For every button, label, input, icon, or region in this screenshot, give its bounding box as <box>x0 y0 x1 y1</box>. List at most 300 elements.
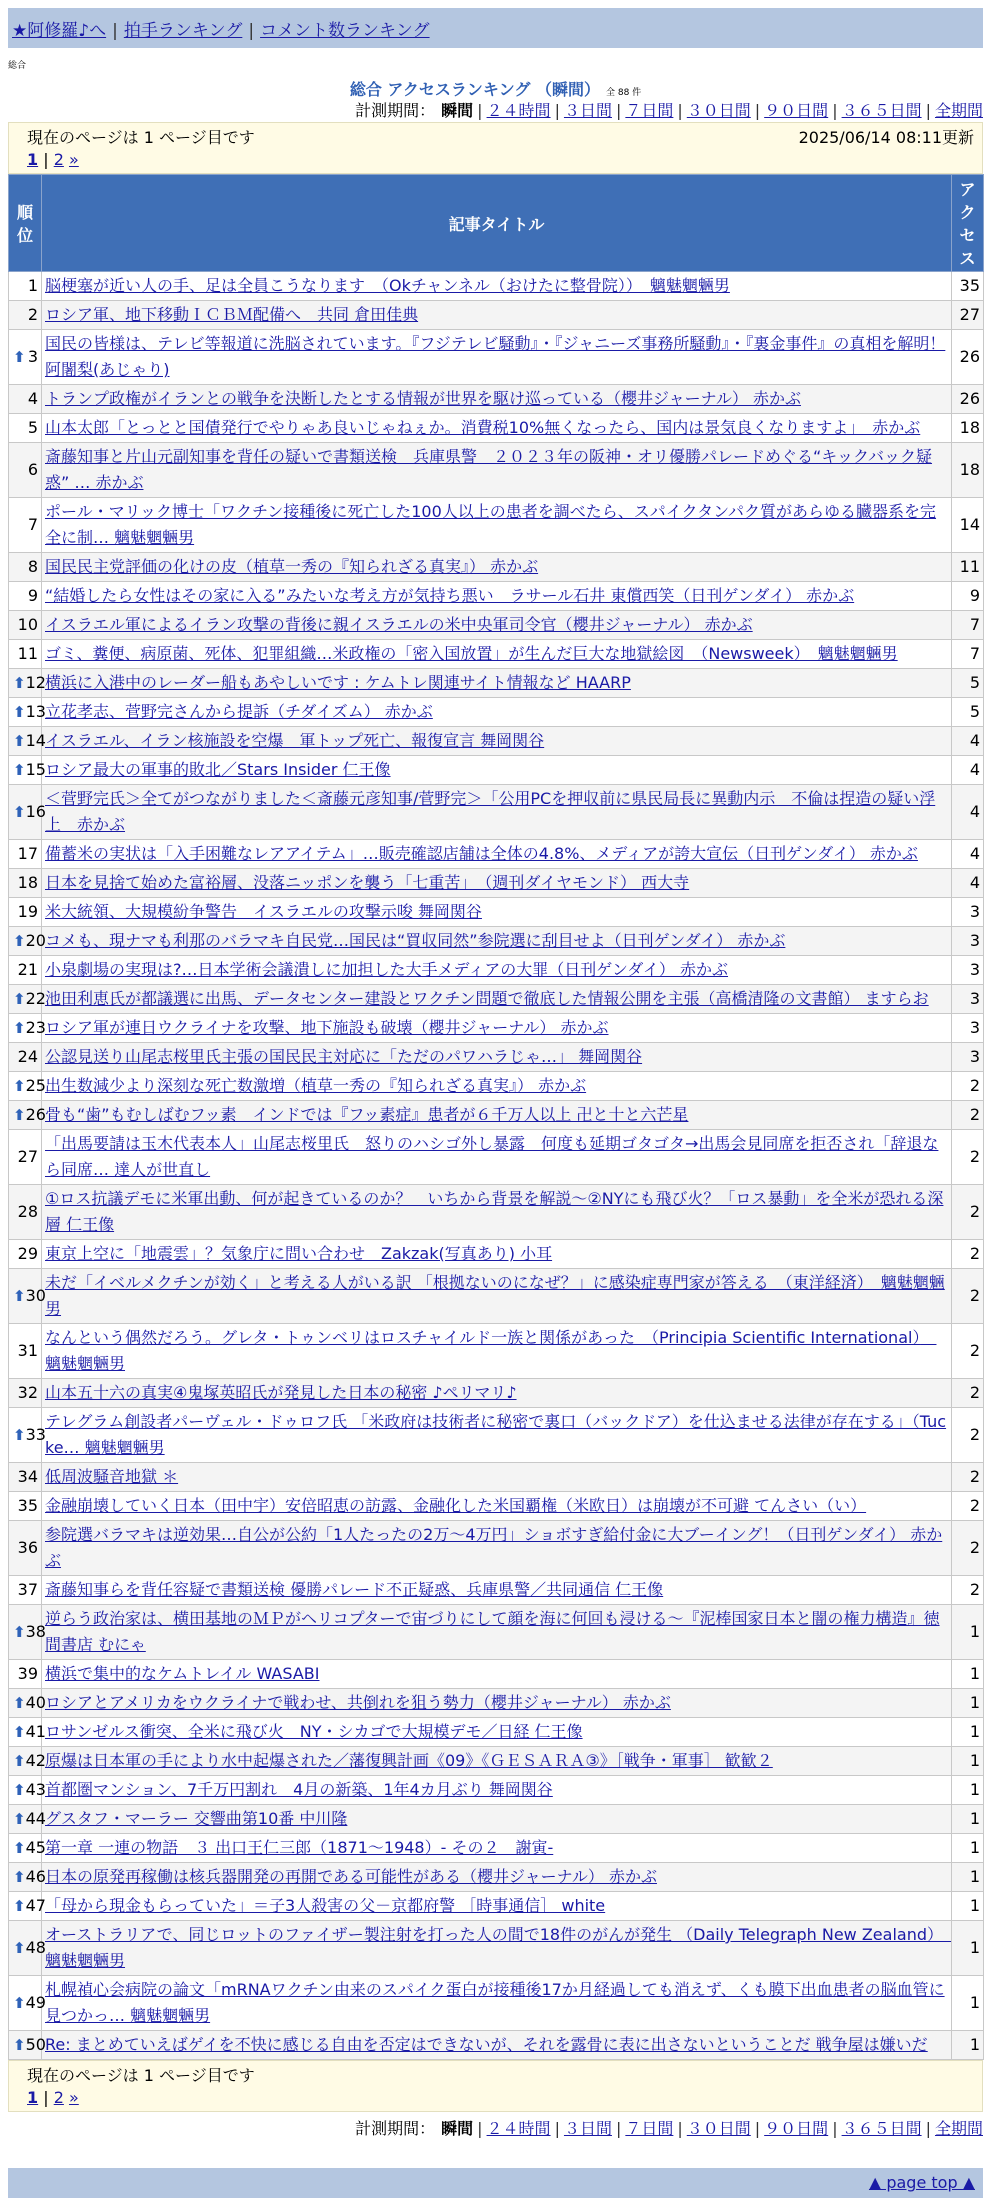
table-row <box>9 756 984 785</box>
rank-number: 20 <box>25 931 46 950</box>
period-separator: | <box>754 101 761 120</box>
table-row <box>9 1043 984 1072</box>
rank-cell <box>9 553 42 582</box>
period-separator: | <box>477 101 483 120</box>
title-cell <box>42 1863 952 1892</box>
rank-cell <box>9 756 46 785</box>
rank-number: 10 <box>17 615 38 634</box>
rank-cell <box>9 985 46 1014</box>
rank-up-arrow-icon: ⬆ <box>13 1077 26 1095</box>
access-count: 1 <box>952 1976 984 2031</box>
table-row <box>9 1892 984 1921</box>
table-row <box>9 898 984 927</box>
rank-cell <box>9 1863 46 1892</box>
article-link[interactable]: イスラエル軍によるイラン攻撃の背後に親イスラエルの米中央軍司令官（櫻井ジャーナル） 赤かぶ <box>45 615 753 634</box>
article-link[interactable]: ロシアとアメリカをウクライナで戦わせ、共倒れを狙う勢力（櫻井ジャーナル） 赤かぶ <box>45 1693 671 1712</box>
article-link[interactable]: 立花孝志、菅野完さんから提訴（チダイズム） 赤かぶ <box>45 702 433 721</box>
article-link[interactable]: 備蓄米の実状は「入手困難なレアアイテム」…販売確認店舗は全体の4.8%、メディアが誇大宣伝（日刊ゲンダイ） 赤かぶ <box>45 844 918 863</box>
title-cell <box>42 1130 952 1185</box>
rank-number: 35 <box>17 1496 38 1515</box>
article-link[interactable]: なんという偶然だろう。グレタ・トゥンベリはロスチャイルド一族と関係があった （Principia Scientific International） 魑魅魍魎男 <box>45 1328 937 1373</box>
article-link[interactable]: Re: まとめていえばゲイを不快に感じる自由を否定はできないが、それを露骨に表に出さないということだ 戦争屋は嫌いだ <box>45 2035 928 2054</box>
column-header-title: 記事タイトル <box>42 175 952 272</box>
title-cell <box>42 611 952 640</box>
article-link[interactable]: 首都圏マンション、7千万円割れ 4月の新築、1年4カ月ぶり 舞岡関谷 <box>45 1780 553 1799</box>
column-header-rank: 順位 <box>9 175 42 272</box>
title-cell <box>42 582 952 611</box>
rank-number: 21 <box>17 960 38 979</box>
access-count: 4 <box>952 785 984 840</box>
rank-cell <box>9 301 42 330</box>
article-link[interactable]: “結婚したら女性はその家に入る”みたいな考え方が気持ち悪い ラサール石井 東償西笑（日刊ゲンダイ） 赤かぶ <box>45 586 855 605</box>
page-link-2[interactable]: 2 <box>53 2088 64 2107</box>
access-count: 3 <box>952 927 984 956</box>
access-count: 1 <box>952 1747 984 1776</box>
period-separator: | <box>615 101 622 120</box>
title-cell <box>42 1660 952 1689</box>
rank-number: 3 <box>27 347 38 366</box>
title-cell <box>42 1492 952 1521</box>
article-link[interactable]: 横浜に入港中のレーダー船もあやしいです : ケムトレ関連サイト情報など HAARP <box>45 673 631 692</box>
access-count: 1 <box>952 1689 984 1718</box>
page-title-row <box>0 77 991 100</box>
table-row <box>9 1408 984 1463</box>
title-cell <box>42 669 952 698</box>
rank-up-arrow-icon: ⬆ <box>13 732 26 750</box>
rank-number: 46 <box>25 1867 46 1886</box>
period-link[interactable]: ３日間 <box>563 101 612 120</box>
article-link[interactable]: ①ロス抗議デモに米軍出動、何が起きているのか？ いちから背景を解説～②NYにも飛び火？「ロス暴動」を全米が恐れる深層 仁王像 <box>45 1189 944 1234</box>
title-cell <box>42 1324 952 1379</box>
access-count: 7 <box>952 611 984 640</box>
rank-cell <box>9 1043 42 1072</box>
access-count: 1 <box>952 1834 984 1863</box>
table-row <box>9 1863 984 1892</box>
period-current: 瞬間 <box>441 2119 474 2138</box>
period-link[interactable]: ２４時間 <box>486 101 551 120</box>
access-count: 2 <box>952 1492 984 1521</box>
title-cell <box>42 301 952 330</box>
rank-number: 40 <box>25 1693 46 1712</box>
period-separator: | <box>677 101 683 120</box>
access-count: 1 <box>952 1892 984 1921</box>
page-link-1[interactable]: 1 <box>27 150 39 169</box>
rank-number: 43 <box>25 1780 46 1799</box>
rank-number: 32 <box>17 1383 38 1402</box>
access-count: 1 <box>952 1805 984 1834</box>
article-link[interactable]: 国民の皆様は、テレビ等報道に洗脳されています。『フジテレビ騒動』・『ジャニーズ事務所騒動』・『裏金事件』の真相を解明！ 阿闍梨(あじゃり) <box>45 334 946 379</box>
clap-ranking-link[interactable]: 拍手ランキング <box>123 21 243 41</box>
table-row <box>9 1014 984 1043</box>
rank-number: 48 <box>25 1938 46 1957</box>
table-row <box>9 1521 984 1576</box>
access-count: 2 <box>952 1269 984 1324</box>
rank-cell <box>9 1324 42 1379</box>
rank-cell <box>9 1660 42 1689</box>
title-cell <box>42 1776 952 1805</box>
rank-up-arrow-icon: ⬆ <box>13 1752 26 1770</box>
table-row <box>9 1101 984 1130</box>
rank-cell <box>9 1921 46 1976</box>
rank-cell <box>9 272 42 301</box>
rank-cell <box>9 927 46 956</box>
article-link[interactable]: 札幌禎心会病院の論文「mRNAワクチン由来のスパイク蛋白が接種後17か月経過しても消えず、くも膜下出血患者の脳血管に見つかっ… 魑魅魍魎男 <box>45 1980 945 2025</box>
rank-number: 25 <box>25 1076 46 1095</box>
rank-cell <box>9 898 42 927</box>
table-row <box>9 956 984 985</box>
access-count: 4 <box>952 727 984 756</box>
table-row <box>9 498 984 553</box>
next-page-link[interactable]: » <box>68 2088 79 2107</box>
rank-cell <box>9 1689 46 1718</box>
rank-up-arrow-icon: ⬆ <box>13 1810 26 1828</box>
article-link[interactable]: 山本五十六の真実④鬼塚英昭氏が発見した日本の秘密 ♪ペリマリ♪ <box>45 1383 517 1402</box>
title-cell <box>42 956 952 985</box>
table-row <box>9 1269 984 1324</box>
article-link[interactable]: 東京上空に「地震雲」？気象庁に問い合わせ Zakzak(写真あり) 小耳 <box>45 1244 553 1263</box>
article-link[interactable]: 横浜で集中的なケムトレイル WASABI <box>45 1664 320 1683</box>
rank-number: 37 <box>17 1580 38 1599</box>
title-cell <box>42 1463 952 1492</box>
title-cell <box>42 1747 952 1776</box>
rank-cell <box>9 1185 42 1240</box>
article-link[interactable]: オーストラリアで、同じロットのファイザー製注射を打った人の間で18件のがんが発生 （Daily Telegraph New Zealand） 魑魅魍魎男 <box>45 1925 952 1970</box>
access-count: 2 <box>952 1521 984 1576</box>
table-row <box>9 1240 984 1269</box>
top-nav-bar <box>8 8 983 48</box>
access-count: 2 <box>952 1379 984 1408</box>
period-link[interactable]: ３６５日間 <box>841 2119 922 2138</box>
rank-cell <box>9 414 42 443</box>
article-link[interactable]: 斎藤知事らを背任容疑で書類送検 優勝パレード不正疑惑、兵庫県警／共同通信 仁王像 <box>45 1580 664 1599</box>
rank-cell <box>9 1521 42 1576</box>
period-separator: | <box>554 2119 560 2138</box>
category-label: 総合 <box>8 61 27 71</box>
period-link[interactable]: 全期間 <box>934 101 983 120</box>
rank-up-arrow-icon: ⬆ <box>13 1939 26 1957</box>
period-separator: | <box>832 2119 838 2138</box>
table-row <box>9 985 984 1014</box>
table-row <box>9 1976 984 2031</box>
period-separator: | <box>554 101 560 120</box>
title-cell <box>42 1718 952 1747</box>
rank-up-arrow-icon: ⬆ <box>13 1287 26 1305</box>
article-link[interactable]: 米大統領、大規模紛争警告 イスラエルの攻撃示唆 舞岡関谷 <box>45 902 482 921</box>
rank-number: 31 <box>17 1341 38 1360</box>
title-cell <box>42 330 952 385</box>
rank-number: 15 <box>25 760 46 779</box>
page-top-link[interactable]: ▲ page top ▲ <box>868 2173 975 2192</box>
rank-up-arrow-icon: ⬆ <box>13 1868 26 1886</box>
article-link[interactable]: 第一章 一連の物語 ３ 出口王仁三郎（1871～1948）- その２ 謝寅- <box>45 1838 554 1857</box>
access-count: 14 <box>952 498 984 553</box>
access-count: 2 <box>952 1101 984 1130</box>
period-separator: | <box>615 2119 622 2138</box>
article-link[interactable]: ロサンゼルス衝突、全米に飛び火 NY・シカゴで大規模デモ／日経 仁王像 <box>45 1722 583 1741</box>
access-count: 1 <box>952 1863 984 1892</box>
title-cell <box>42 1043 952 1072</box>
next-page-link[interactable]: » <box>68 150 79 169</box>
title-cell <box>42 1014 952 1043</box>
rank-cell <box>9 1101 46 1130</box>
rank-number: 27 <box>17 1147 38 1166</box>
access-count: 2 <box>952 1324 984 1379</box>
rank-cell <box>9 640 42 669</box>
article-link[interactable]: コメも、現ナマも利那のバラマキ自民党…国民は“買収同然”参院選に刮目せよ（日刊ゲンダイ） 赤かぶ <box>45 931 786 950</box>
rank-number: 39 <box>17 1664 38 1683</box>
rank-cell <box>9 1072 46 1101</box>
article-link[interactable]: 低周波騒音地獄 ＊ <box>45 1467 179 1486</box>
title-cell <box>42 698 952 727</box>
access-count: 4 <box>952 756 984 785</box>
article-link[interactable]: 斎藤知事と片山元副知事を背任の疑いで書類送検 兵庫県警 ２０２３年の阪神・オリ優勝パレードめぐる“キックバック疑惑” … 赤かぶ <box>45 447 933 492</box>
rank-cell <box>9 727 46 756</box>
article-link[interactable]: 骨も“歯”もむしばむフッ素 インドでは『フッ素症』患者が６千万人以上 卍と十と六芒星 <box>45 1105 689 1124</box>
table-row <box>9 1834 984 1863</box>
table-row <box>9 301 984 330</box>
title-cell <box>42 1921 952 1976</box>
period-link[interactable]: ７日間 <box>625 101 674 120</box>
period-link[interactable]: ３０日間 <box>686 2119 751 2138</box>
access-count: 3 <box>952 956 984 985</box>
article-link[interactable]: 逆らう政治家は、横田基地のＭＰがヘリコプターで宙づりにして顔を海に何回も浸ける～『泥棒国家日本と闇の権力構造』徳間書店 むにゃ <box>45 1609 940 1654</box>
table-row <box>9 1324 984 1379</box>
rank-number: 12 <box>25 673 46 692</box>
title-cell <box>42 1521 952 1576</box>
access-count: 3 <box>952 898 984 927</box>
rank-number: 9 <box>27 586 38 605</box>
title-cell <box>42 1072 952 1101</box>
article-link[interactable]: ＜菅野完氏＞全てがつながりました＜斎藤元彦知事/菅野完＞「公用PCを押収前に県民局長に異動内示 不倫は捏造の疑い浮上 赤かぶ <box>45 789 936 834</box>
rank-up-arrow-icon: ⬆ <box>13 803 26 821</box>
article-link[interactable]: ゴミ、糞便、病原菌、死体、犯罪組織…米政権の「密入国放置」が生んだ巨大な地獄絵図 （Newsweek） 魑魅魍魎男 <box>45 644 898 663</box>
rank-number: 19 <box>17 902 38 921</box>
access-count: 35 <box>952 272 984 301</box>
table-row <box>9 1605 984 1660</box>
title-cell <box>42 272 952 301</box>
title-cell <box>42 1689 952 1718</box>
title-cell <box>42 1576 952 1605</box>
rank-number: 41 <box>25 1722 46 1741</box>
period-link[interactable]: ９０日間 <box>764 2119 829 2138</box>
rank-up-arrow-icon: ⬆ <box>13 703 26 721</box>
rank-number: 6 <box>27 460 38 479</box>
title-cell <box>42 1834 952 1863</box>
article-link[interactable]: 「出馬要請は玉木代表本人」山尾志桜里氏 怒りのハシゴ外し暴露 何度も延期ゴタゴタ→出馬会見同席を拒否され「辞退なら同席… 達人が世直し <box>45 1134 939 1179</box>
period-link[interactable]: ３０日間 <box>686 101 751 120</box>
access-count: 1 <box>952 1718 984 1747</box>
access-count: 5 <box>952 669 984 698</box>
rank-cell <box>9 1379 42 1408</box>
rank-number: 23 <box>25 1018 46 1037</box>
title-cell <box>42 840 952 869</box>
article-link[interactable]: 国民民主党評価の化けの皮（植草一秀の『知られざる真実』） 赤かぶ <box>45 557 539 576</box>
title-cell <box>42 1976 952 2031</box>
article-link[interactable]: ロシア軍、地下移動ＩＣＢＭ配備へ 共同 倉田佳典 <box>45 305 419 324</box>
rank-cell <box>9 698 46 727</box>
table-row <box>9 1492 984 1521</box>
rank-number: 14 <box>25 731 46 750</box>
article-link[interactable]: 池田利恵氏が都議選に出馬、データセンター建設とワクチン問題で徹底した情報公開を主張（高橋清隆の文書館） ますらお <box>45 989 929 1008</box>
period-separator: | <box>832 101 838 120</box>
table-row <box>9 443 984 498</box>
table-row <box>9 927 984 956</box>
title-cell <box>42 553 952 582</box>
rank-up-arrow-icon: ⬆ <box>13 1781 26 1799</box>
rank-cell <box>9 1408 46 1463</box>
rank-number: 44 <box>25 1809 46 1828</box>
rank-cell <box>9 1834 46 1863</box>
article-link[interactable]: 脳梗塞が近い人の手、足は全員こうなります （Okチャンネル（おけたに整骨院）） 魑魅魍魎男 <box>45 276 730 295</box>
rank-cell <box>9 956 42 985</box>
updated-time: 2025/06/14 08:11更新 <box>798 128 974 147</box>
article-link[interactable]: 金融崩壊していく日本（田中宇）安倍昭恵の訪露、金融化した米国覇権（米欧日）は崩壊が不可避 てんさい（い） <box>45 1496 867 1515</box>
article-link[interactable]: ロシア最大の軍事的敗北／Stars Insider 仁王像 <box>45 760 391 779</box>
rank-up-arrow-icon: ⬆ <box>13 990 26 1008</box>
table-row <box>9 1689 984 1718</box>
title-cell <box>42 2031 952 2060</box>
rank-number: 4 <box>27 389 38 408</box>
rank-number: 2 <box>27 305 38 324</box>
title-cell <box>42 1805 952 1834</box>
article-link[interactable]: 日本の原発再稼働は核兵器開発の再開である可能性がある（櫻井ジャーナル） 赤かぶ <box>45 1867 657 1886</box>
page-link-1[interactable]: 1 <box>27 2088 39 2107</box>
table-row <box>9 1747 984 1776</box>
title-cell <box>42 1892 952 1921</box>
period-separator: | <box>925 2119 931 2138</box>
rank-cell <box>9 1576 42 1605</box>
period-link[interactable]: 全期間 <box>934 2119 983 2138</box>
period-link[interactable]: ９０日間 <box>764 101 829 120</box>
rank-number: 7 <box>27 515 38 534</box>
article-link[interactable]: イスラエル、イラン核施設を空爆 軍トップ死亡、報復宣言 舞岡関谷 <box>45 731 545 750</box>
period-selector-bottom <box>0 2118 983 2140</box>
table-row <box>9 1921 984 1976</box>
access-count: 3 <box>952 1043 984 1072</box>
nav-separator: | <box>248 21 255 41</box>
title-cell <box>42 1408 952 1463</box>
article-link[interactable]: 山本太郎「とっとと国債発行でやりゃあ良いじゃねぇか。消費税10%無くなったら、国内は景気良くなりますよ」 赤かぶ <box>45 418 921 437</box>
rank-cell <box>9 869 42 898</box>
table-row <box>9 698 984 727</box>
table-row <box>9 1072 984 1101</box>
table-row <box>9 385 984 414</box>
rank-cell <box>9 498 42 553</box>
title-cell <box>42 1379 952 1408</box>
rank-cell <box>9 1130 42 1185</box>
rank-up-arrow-icon: ⬆ <box>13 1426 26 1444</box>
table-row <box>9 1463 984 1492</box>
title-cell <box>42 414 952 443</box>
table-row <box>9 1718 984 1747</box>
period-link[interactable]: ７日間 <box>625 2119 674 2138</box>
article-link[interactable]: ポール・マリック博士「ワクチン接種後に死亡した100人以上の患者を調べたら、スパイクタンパク質があらゆる臓器系を完全に制… 魑魅魍魎男 <box>45 502 937 547</box>
table-row <box>9 272 984 301</box>
period-link[interactable]: ３日間 <box>563 2119 612 2138</box>
page-title: 総合 アクセスランキング （瞬間） <box>349 80 600 99</box>
article-link[interactable]: 参院選バラマキは逆効果…自公が公約「1人たったの2万～4万円」ショボすぎ給付金に大ブーイング！（日刊ゲンダイ） 赤かぶ <box>45 1525 943 1570</box>
period-link[interactable]: ２４時間 <box>486 2119 551 2138</box>
access-count: 2 <box>952 1240 984 1269</box>
access-count: 5 <box>952 698 984 727</box>
table-row <box>9 611 984 640</box>
rank-cell <box>9 1892 46 1921</box>
access-count: 9 <box>952 582 984 611</box>
rank-cell <box>9 840 42 869</box>
title-cell <box>42 1101 952 1130</box>
table-row <box>9 2031 984 2060</box>
rank-up-arrow-icon: ⬆ <box>13 1019 26 1037</box>
period-link[interactable]: ３６５日間 <box>841 101 922 120</box>
rank-cell <box>9 2031 46 2060</box>
title-cell <box>42 869 952 898</box>
table-row <box>9 640 984 669</box>
article-link[interactable]: トランプ政権がイランとの戦争を決断したとする情報が世界を駆け巡っている（櫻井ジャーナル） 赤かぶ <box>45 389 801 408</box>
article-link[interactable]: 日本を見捨て始めた富裕層、没落ニッポンを襲う「七重苦」 （週刊ダイヤモンド） 西大寺 <box>45 873 690 892</box>
article-link[interactable]: 出生数減少より深刻な死亡数激増（植草一秀の『知られざる真実』） 赤かぶ <box>45 1076 587 1095</box>
rank-number: 8 <box>27 557 38 576</box>
rank-number: 16 <box>25 802 46 821</box>
rank-number: 34 <box>17 1467 38 1486</box>
rank-up-arrow-icon: ⬆ <box>13 1897 26 1915</box>
article-link[interactable]: 公認見送り山尾志桜里氏主張の国民民主対応に「ただのパワハラじゃ…」 舞岡関谷 <box>45 1047 643 1066</box>
access-count: 18 <box>952 414 984 443</box>
title-cell <box>42 756 952 785</box>
rank-up-arrow-icon: ⬆ <box>13 761 26 779</box>
table-row <box>9 330 984 385</box>
ranking-table <box>8 174 984 2060</box>
rank-cell <box>9 1718 46 1747</box>
rank-number: 33 <box>25 1425 46 1444</box>
table-row <box>9 727 984 756</box>
period-label: 計測期間： <box>355 101 436 120</box>
access-count: 11 <box>952 553 984 582</box>
article-link[interactable]: 小泉劇場の実現は?…日本学術会議潰しに加担した大手メディアの大罪（日刊ゲンダイ） 赤かぶ <box>45 960 729 979</box>
rank-up-arrow-icon: ⬆ <box>13 674 26 692</box>
page-link-2[interactable]: 2 <box>53 150 64 169</box>
rank-number: 22 <box>25 989 46 1008</box>
pager-bottom: 1 | 2 » <box>27 2088 79 2107</box>
title-cell <box>42 1185 952 1240</box>
article-link[interactable]: テレグラム創設者パーヴェル・ドゥロフ氏 「米政府は技術者に秘密で裏口（バックドア）を仕込ませる法律が存在する」（Tucke… 魑魅魍魎男 <box>45 1412 947 1457</box>
article-link[interactable]: 未だ「イベルメクチンが効く」と考える人がいる訳 「根拠ないのになぜ？」に感染症専門家が答える （東洋経済） 魑魅魍魎男 <box>45 1273 945 1318</box>
rank-cell <box>9 611 42 640</box>
table-row <box>9 869 984 898</box>
article-link[interactable]: グスタフ・マーラー 交響曲第10番 中川隆 <box>45 1809 348 1828</box>
rank-number: 24 <box>17 1047 38 1066</box>
access-count: 1 <box>952 1660 984 1689</box>
rank-up-arrow-icon: ⬆ <box>13 1623 26 1641</box>
rank-cell <box>9 1463 42 1492</box>
rank-number: 50 <box>25 2035 46 2054</box>
period-selector-top <box>0 100 983 122</box>
table-row <box>9 1660 984 1689</box>
access-count: 1 <box>952 1921 984 1976</box>
comment-ranking-link[interactable]: コメント数ランキング <box>260 21 430 41</box>
period-label: 計測期間： <box>355 2119 436 2138</box>
table-row <box>9 414 984 443</box>
article-link[interactable]: 「母から現金もらっていた」＝子3人殺害の父－京都府警 ［時事通信］ white <box>45 1896 606 1915</box>
rank-number: 11 <box>17 644 38 663</box>
access-count: 3 <box>952 1014 984 1043</box>
article-link[interactable]: ロシア軍が連日ウクライナを攻撃、地下施設も破壊（櫻井ジャーナル） 赤かぶ <box>45 1018 609 1037</box>
table-row <box>9 553 984 582</box>
title-cell <box>42 385 952 414</box>
access-count: 7 <box>952 640 984 669</box>
home-link[interactable]: ★阿修羅♪へ <box>12 21 107 41</box>
title-cell <box>42 1240 952 1269</box>
article-link[interactable]: 原爆は日本軍の手により水中起爆された／藩復興計画《09》《ＧＥＳＡＲＡ③》［戦争・軍事］ 歓歓２ <box>45 1751 773 1770</box>
